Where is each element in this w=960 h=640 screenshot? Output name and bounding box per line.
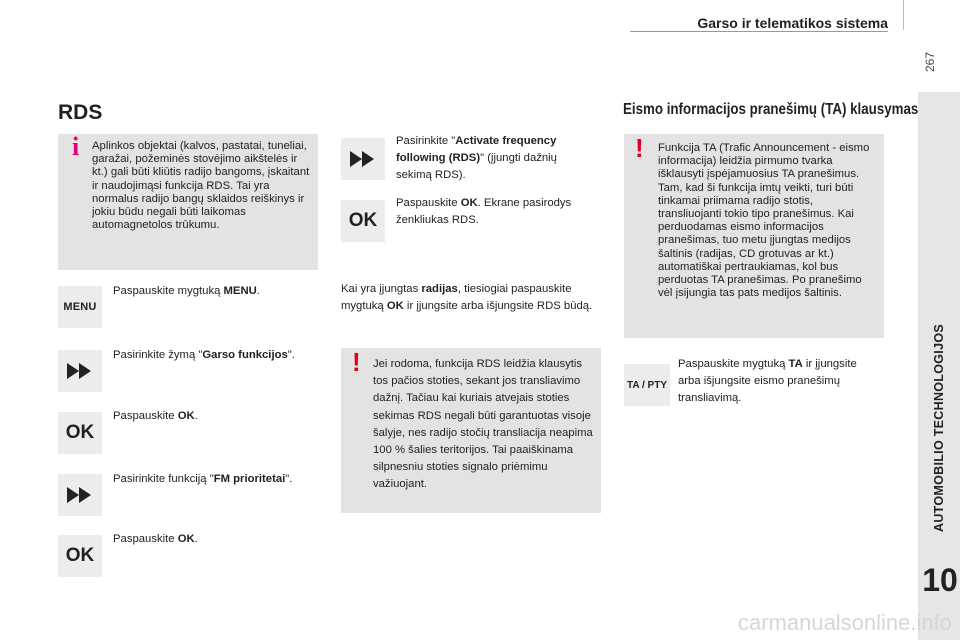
paragraph-keyword: OK <box>386 300 404 312</box>
ta-pty-button-label: TA / PTY <box>627 379 667 391</box>
ok-button-label: OK <box>65 422 95 443</box>
ok-button-icon <box>341 200 385 242</box>
header-rule <box>630 31 888 32</box>
forward-arrows-icon <box>341 138 385 180</box>
info-note-text: Aplinkos objektai (kalvos, pastatai, tuneliai, garažai, požeminės stovėjimo aikštelės ir kt.) gali būti kliūtis radijo bangoms, įskaitant ir naudojimąsi funkcija RDS. Tai yra normalus radijo bangų sklaidos reiškinys ir jokiu būdu negali būti laikomas automagnetolos trūkumu. <box>92 140 310 232</box>
warning-icon: ! <box>635 133 644 163</box>
paragraph-text: Kai yra įjungtas <box>341 283 422 295</box>
forward-arrows-icon <box>58 350 102 392</box>
ok-button-icon <box>58 412 102 454</box>
step-text: . <box>194 533 198 545</box>
warning-note <box>341 348 601 513</box>
step-text: ". <box>285 473 293 485</box>
page-number: 267 <box>923 51 938 73</box>
step-press-ta <box>678 356 878 407</box>
paragraph-text: ir įjungsite arba išjungsite RDS būdą. <box>403 300 593 312</box>
warning-note-text: Jei rodoma, funkcija RDS leidžia klausytis tos pačios stoties, sekant jos transliavimo dažnį. Tačiau kai kuriais atvejais stoties sekimas RDS negali būti garantuotas visoje šalyje, nes radijo stočių transliacija neapima 100 % šalies teritorijos. Tai paaiškinama silpnesniu stoties signalo priėmimu važiuojant. <box>373 358 593 491</box>
ta-heading: Eismo informacijos pranešimų (TA) klausymas <box>623 101 919 118</box>
warning-icon: ! <box>352 347 361 377</box>
ta-warning-note-text: Funkcija TA (Trafic Announcement - eismo informacija) leidžia pirmumo tvarka išklausyti įspėjamuosius TA pranešimus. Tam, kad ši funkcija imtų veikti, turi būti tinkamai priimama radijo stotis, transliuojanti tokio tipo pranešimus. Kai perduodamas eismo informacijos pranešimas, tuo metu įjungtas medijos šaltinis (radijas, CD grotuvas ar kt.) automatiškai pertraukiamas, kol bus perduotas TA pranešimas. Po pranešimo vėl įsijungia tas pats medijos šaltinis. <box>658 142 870 300</box>
radio-rds-paragraph <box>341 281 597 315</box>
step-text: ir įjungsite arba išjungsite eismo pranešimų transliavimą. <box>678 358 857 404</box>
step-text: Paspauskite <box>113 533 178 545</box>
step-keyword: Activate frequency following (RDS) <box>396 135 557 164</box>
step-text: Pasirinkite funkciją " <box>113 473 214 485</box>
info-icon: i <box>72 132 80 161</box>
chapter-number: 10 <box>922 562 958 598</box>
ok-button-label: OK <box>348 210 378 231</box>
step-text: " (įjungti dažnių sekimą RDS). <box>396 152 557 181</box>
ta-pty-button-icon <box>624 364 670 406</box>
watermark: carmanualsonline.info <box>737 610 952 635</box>
header-divider <box>903 0 904 30</box>
ta-warning-note <box>624 134 884 338</box>
step-press-menu <box>113 283 313 300</box>
paragraph-keyword: radijas <box>421 283 458 295</box>
step-text: Pasirinkite žymą " <box>113 349 203 361</box>
step-activate-rds <box>396 133 592 184</box>
rds-heading: RDS <box>58 101 103 124</box>
step-keyword: OK <box>177 410 195 422</box>
menu-button-icon <box>58 286 102 328</box>
ok-button-icon <box>58 535 102 577</box>
step-press-ok <box>113 408 313 425</box>
step-text: . Ekrane pasirodys ženkliukas RDS. <box>396 197 572 226</box>
step-keyword: FM prioritetai <box>213 473 286 485</box>
step-text: Pasirinkite " <box>396 135 456 147</box>
step-text: Paspauskite mygtuką <box>113 285 224 297</box>
menu-button-label: MENU <box>63 301 97 313</box>
step-keyword: MENU <box>223 285 257 297</box>
ok-button-label: OK <box>65 545 95 566</box>
step-keyword: TA <box>788 358 803 370</box>
step-text: . <box>256 285 260 297</box>
step-text: ". <box>287 349 295 361</box>
step-keyword: OK <box>177 533 195 545</box>
step-select-fm-priority <box>113 471 323 488</box>
step-confirm-rds <box>396 195 596 229</box>
step-keyword: Garso funkcijos <box>202 349 288 361</box>
step-text: Paspauskite <box>113 410 178 422</box>
paragraph-text: , tiesiogiai paspauskite mygtuką <box>341 283 572 312</box>
step-text: Paspauskite <box>396 197 461 209</box>
running-header: Garso ir telematikos sistema <box>697 15 888 31</box>
step-text: . <box>194 410 198 422</box>
step-keyword: OK <box>460 197 478 209</box>
step-press-ok <box>113 531 313 548</box>
step-text: Paspauskite mygtuką <box>678 358 789 370</box>
chapter-tab-label: AUTOMOBILIO TECHNOLOGIJOS <box>932 324 946 532</box>
step-select-audio <box>113 347 323 364</box>
forward-arrows-icon <box>58 474 102 516</box>
info-note <box>58 134 318 270</box>
